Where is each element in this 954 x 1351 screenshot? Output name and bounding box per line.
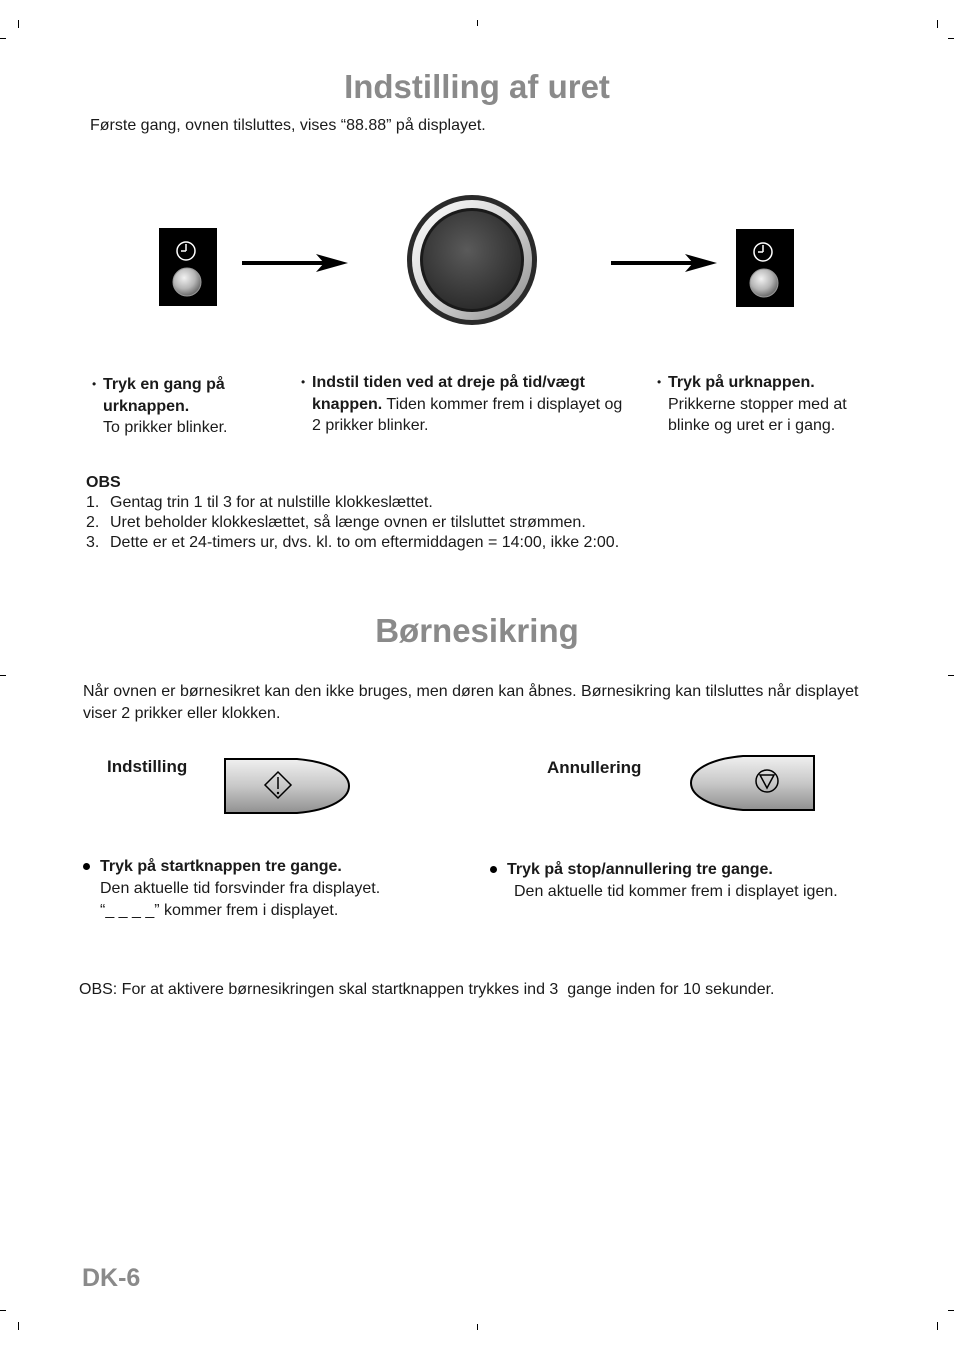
set-step-line3: “_ _ _ _” kommer frem i displayet. — [100, 902, 339, 919]
crop-mark — [18, 20, 19, 28]
step-3-text: Prikkerne stopper med at blinke og uret er i gang. — [668, 395, 847, 434]
clock-icon — [736, 229, 794, 307]
obs-item: 2. Uret beholder klokkeslættet, så længe ovnen er tilsluttet strømmen. — [86, 514, 586, 531]
bullet: • — [92, 377, 97, 391]
obs-block — [86, 473, 619, 553]
crop-mark — [0, 1310, 6, 1311]
step-1-text: To prikker blinker. — [103, 419, 228, 436]
step-2-bold: Indstil tiden ved at dreje på tid/vægt knappen. — [312, 374, 585, 413]
dial-knob-icon — [405, 193, 539, 327]
clock-section-title: Indstilling af uret — [344, 68, 610, 105]
cancel-step-bold: Tryk på stop/annullering tre gange. — [507, 861, 773, 878]
crop-mark — [937, 1322, 938, 1330]
stop-triangle-icon — [688, 753, 818, 813]
start-diamond-icon — [222, 756, 352, 816]
clock-icon — [159, 228, 217, 306]
set-label: Indstilling — [107, 757, 188, 776]
page-number: DK-6 — [82, 1264, 141, 1292]
crop-mark — [0, 38, 6, 39]
clock-button-panel[interactable] — [159, 228, 217, 306]
child-lock-intro: Når ovnen er børnesikret kan den ikke bruges, men døren kan åbnes. Børnesikring kan tilsluttes når displayet viser 2 prikker eller klokken. — [83, 683, 859, 722]
step-1 — [92, 374, 253, 439]
start-button[interactable] — [222, 756, 352, 816]
crop-mark — [948, 38, 954, 39]
bullet — [83, 863, 90, 870]
set-step — [100, 856, 440, 922]
child-lock-note: OBS: For at aktivere børnesikringen skal startknappen trykkes ind 3 gange inden for 10 sekunder. — [79, 981, 775, 998]
bullet — [490, 866, 497, 873]
cancel-label: Annullering — [547, 758, 642, 777]
arrow-right-icon — [242, 254, 348, 272]
cancel-step — [507, 859, 887, 903]
child-lock-section-title: Børnesikring — [375, 612, 579, 649]
time-weight-dial[interactable] — [405, 193, 539, 327]
crop-mark — [477, 20, 478, 26]
crop-mark — [937, 20, 938, 28]
step-3 — [657, 372, 878, 437]
set-step-bold: Tryk på startknappen tre gange. — [100, 858, 342, 875]
clock-button-panel[interactable] — [736, 229, 794, 307]
step-2 — [301, 372, 627, 437]
obs-heading: OBS — [86, 474, 121, 491]
crop-mark — [477, 1324, 478, 1330]
stop-cancel-button[interactable] — [688, 753, 818, 813]
obs-item: 3. Dette er et 24-timers ur, dvs. kl. to om eftermiddagen = 14:00, ikke 2:00. — [86, 534, 620, 551]
step-3-bold: Tryk på urknappen. — [668, 374, 815, 391]
set-step-line2: Den aktuelle tid forsvinder fra displayet. — [100, 880, 381, 897]
crop-mark — [948, 675, 954, 676]
crop-mark — [948, 1310, 954, 1311]
bullet: • — [301, 375, 306, 389]
crop-mark — [0, 675, 6, 676]
cancel-step-line2: Den aktuelle tid kommer frem i displayet igen. — [514, 883, 838, 900]
clock-intro: Første gang, ovnen tilsluttes, vises “88.88” på displayet. — [90, 117, 486, 134]
arrow-right-icon — [611, 254, 717, 272]
step-1-bold: Tryk en gang på urknappen. — [103, 376, 225, 415]
obs-item: 1. Gentag trin 1 til 3 for at nulstille klokkeslættet. — [86, 494, 433, 511]
step-2-text: Tiden kommer frem i displayet og 2 prikker blinker. — [312, 395, 623, 434]
bullet: • — [657, 375, 662, 389]
crop-mark — [18, 1322, 19, 1330]
